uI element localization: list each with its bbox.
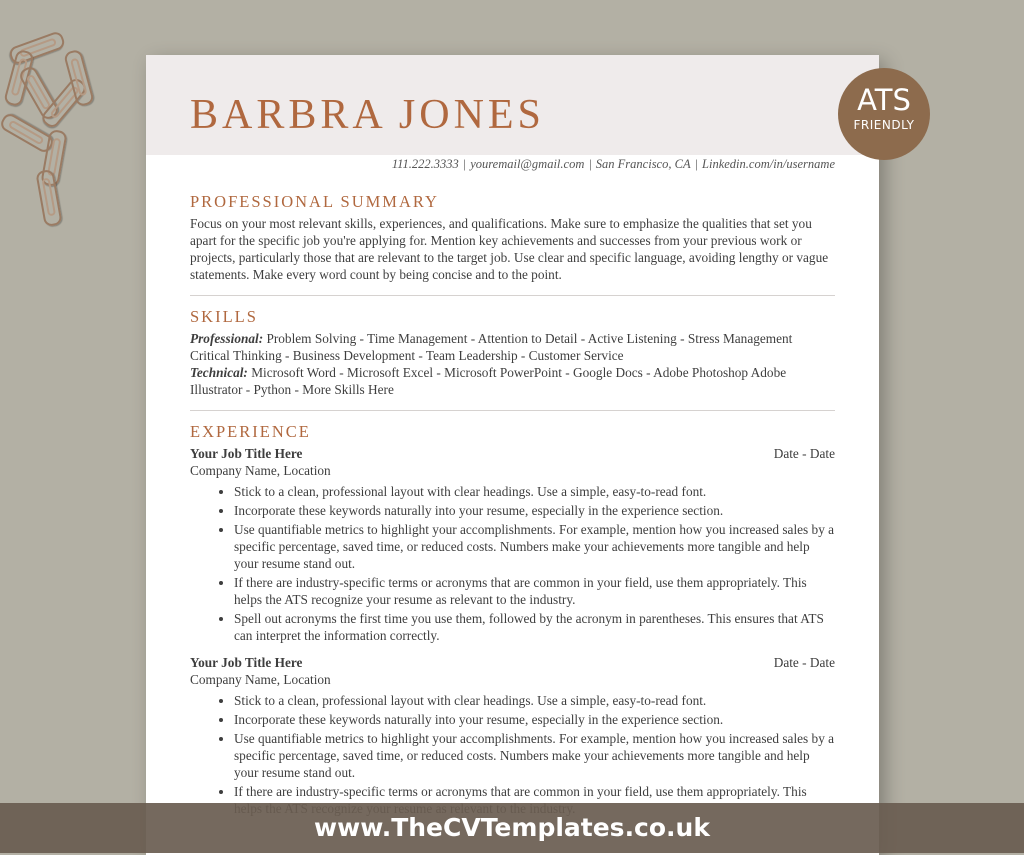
job-bullet: • Spell out acronyms the first time you use them, followed by the acronym in parentheses. This ensures that ATS can interpret the information correctly. — [234, 610, 835, 644]
job-title: Your Job Title Here — [190, 655, 303, 670]
paperclips-decoration — [0, 20, 110, 220]
resume-page — [146, 55, 879, 855]
footer-url[interactable]: www.TheCVTemplates.co.uk — [314, 813, 710, 842]
ats-friendly-badge — [838, 68, 930, 160]
job-header — [190, 445, 835, 462]
experience-heading: EXPERIENCE — [190, 422, 311, 441]
section-divider — [190, 295, 835, 296]
contact-line — [392, 157, 835, 172]
contact-location: San Francisco, CA — [595, 157, 691, 171]
job-bullet: • If there are industry-specific terms or acronyms that are common in your field, use them appropriately. This helps the ATS recognize your resume as relevant to the industry. — [234, 574, 835, 608]
resume-content — [190, 193, 835, 827]
skills-professional — [190, 330, 835, 364]
job-bullet: • Incorporate these keywords naturally into your resume, especially in the experience section. — [234, 502, 835, 519]
contact-linkedin: Linkedin.com/in/username — [702, 157, 835, 171]
contact-phone: 111.222.3333 — [391, 157, 459, 171]
job-entry — [190, 445, 835, 644]
job-company: Company Name, Location — [190, 463, 331, 478]
job-header — [190, 654, 835, 671]
summary-heading: PROFESSIONAL SUMMARY — [190, 192, 439, 211]
job-date: Date - Date — [773, 655, 835, 670]
section-divider — [190, 410, 835, 411]
resume-name: BARBRA JONES — [190, 92, 545, 138]
badge-title: ATS — [857, 83, 911, 117]
contact-email: youremail@gmail.com — [470, 157, 585, 171]
badge-subtitle: FRIENDLY — [853, 118, 915, 132]
skills-technical-label: Technical: — [190, 365, 248, 380]
summary-text: Focus on your most relevant skills, experiences, and qualifications. Make sure to emphasize the qualities that set you apart for the specific job you're applying for. Mention key achievements and successes from your previous work or projects, particularly those that are relevant to the target job. Use clear and specific language, avoiding lengthy or vague statements. Make every word count by being concise and to the point. — [190, 216, 829, 282]
job-bullets — [190, 692, 835, 817]
footer-banner — [0, 803, 1024, 853]
job-bullet: • Stick to a clean, professional layout with clear headings. Use a simple, easy-to-read font. — [234, 692, 835, 709]
contact-separator: | — [588, 157, 592, 171]
job-bullets — [190, 483, 835, 644]
skills-professional-text: Problem Solving - Time Management - Attention to Detail - Active Listening - Stress Management Critical Thinking - Business Development - Team Leadership - Customer Service — [190, 331, 793, 363]
contact-separator: | — [694, 157, 699, 171]
job-bullet: • Stick to a clean, professional layout with clear headings. Use a simple, easy-to-read font. — [234, 483, 835, 500]
job-bullet: • Use quantifiable metrics to highlight your accomplishments. For example, mention how you increased sales by a specific percentage, saved time, or reduced costs. Numbers make your achievements more tangible and help your resume stand out. — [234, 730, 835, 781]
contact-separator: | — [462, 157, 467, 171]
job-bullet: • If there are industry-specific terms or acronyms that are common in your field, use them appropriately. This — [234, 783, 835, 817]
job-company: Company Name, Location — [190, 672, 331, 687]
skills-heading: SKILLS — [190, 307, 258, 326]
job-title: Your Job Title Here — [190, 446, 303, 461]
job-bullet: • Incorporate these keywords naturally into your resume, especially in the experience section. — [234, 711, 835, 728]
job-entry — [190, 654, 835, 817]
skills-technical-text: Microsoft Word - Microsoft Excel - Microsoft PowerPoint - Google Docs - Adobe Photoshop Adobe Illustrator - Python - More Skills Here — [190, 365, 787, 397]
job-bullet: • Use quantifiable metrics to highlight your accomplishments. For example, mention how you increased sales by a specific percentage, saved time, or reduced costs. Numbers make your achievements more tangible and help your resume stand out. — [234, 521, 835, 572]
job-date: Date - Date — [773, 446, 835, 461]
skills-professional-label: Professional: — [190, 331, 264, 346]
skills-technical — [190, 364, 835, 398]
